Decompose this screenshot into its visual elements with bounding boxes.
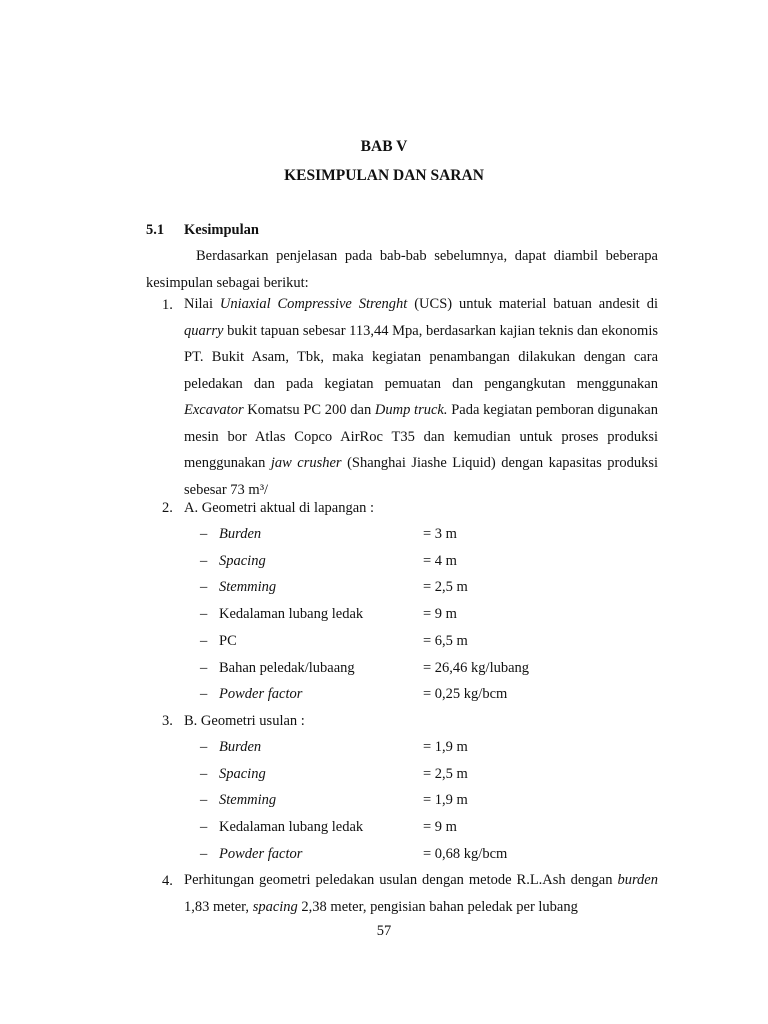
item1-text-run: (UCS) untuk material batuan andesit di [407, 296, 658, 312]
parameter-name: Burden [219, 526, 262, 542]
parameter-value: = 3 m [423, 526, 457, 542]
bullet-dash: – [200, 526, 208, 542]
intro-text: Berdasarkan penjelasan pada bab-bab sebelumnya, dapat diambil beberapa kesimpulan sebagai berikut: [146, 248, 658, 291]
chapter-number: BAB V [360, 138, 408, 155]
bullet-dash: – [200, 552, 208, 569]
parameter-name: Stemming [219, 579, 277, 596]
bullet-dash: – [200, 632, 208, 649]
intro-paragraph [146, 243, 658, 296]
parameter-value: = 0,25 kg/bcm [423, 686, 508, 703]
parameter-value: = 1,9 m [423, 792, 468, 809]
bullet-dash: – [200, 739, 208, 755]
parameter-value: = 9 m [423, 606, 457, 623]
item1-text-run: jaw crusher [270, 455, 342, 471]
parameter-value: = 1,9 m [423, 739, 468, 755]
item2-heading: A. Geometri aktual di lapangan : [184, 500, 375, 516]
item1-text-run: (Shanghai Jiashe Liquid) dengan kapasitas produksi sebesar 73 m³/ [184, 455, 659, 498]
parameter-value: = 4 m [423, 552, 457, 569]
parameter-name: Burden [219, 739, 262, 755]
bullet-dash: – [200, 845, 208, 862]
item4-text-run: 2,38 meter, pengisian bahan peledak per lubang [297, 898, 578, 915]
page-number: 57 [376, 923, 392, 939]
bullet-dash: – [200, 686, 208, 703]
item4-number: 4. [162, 873, 173, 889]
bullet-dash: – [200, 606, 208, 623]
parameter-value: = 0,68 kg/bcm [423, 845, 508, 862]
item1-text-run: Komatsu PC 200 dan [243, 402, 375, 418]
parameter-value: = 26,46 kg/lubang [423, 659, 530, 676]
bullet-dash: – [200, 819, 208, 836]
chapter-title: KESIMPULAN DAN SARAN [284, 167, 484, 184]
item1-number: 1. [162, 297, 173, 313]
bullet-dash: – [200, 659, 208, 676]
item4-text-run: burden [617, 872, 658, 888]
item1-text-run: Nilai [184, 296, 220, 312]
section-number: 5.1 [146, 222, 165, 238]
parameter-name: Kedalaman lubang ledak [219, 819, 364, 836]
bullet-dash: – [200, 792, 208, 809]
item1-text-run: Excavator [184, 402, 244, 418]
item3-heading: B. Geometri usulan : [184, 713, 305, 729]
parameter-value: = 9 m [423, 819, 457, 836]
parameter-value: = 2,5 m [423, 579, 468, 596]
parameter-name: Stemming [219, 792, 277, 809]
parameter-name: Bahan peledak/lubaang [219, 659, 355, 676]
bullet-dash: – [200, 765, 208, 782]
section-title: Kesimpulan [184, 222, 259, 238]
item1-text-run: Dump truck. [374, 402, 448, 418]
item1-text-run: Uniaxial Compressive Strenght [219, 296, 408, 312]
parameter-name: Powder factor [219, 686, 303, 703]
item4-paragraph [184, 867, 658, 920]
item1-paragraph [184, 291, 658, 503]
parameter-name: Powder factor [219, 845, 303, 862]
parameter-value: = 6,5 m [423, 632, 468, 649]
item1-text-run: bukit tapuan sebesar 113,44 Mpa, berdasarkan kajian teknis dan ekonomis PT. Bukit Asam, Tbk, maka kegiatan penambangan dilakukan dengan cara peledakan dan pada kegiatan pemuatan dan pengangkutan menggunakan [184, 322, 658, 392]
item4-text-run: spacing [252, 898, 298, 915]
parameter-name: PC [219, 632, 237, 649]
parameter-name: Spacing [219, 765, 266, 782]
item3-number: 3. [162, 713, 173, 729]
item4-text-run: 1,83 meter, [184, 898, 253, 915]
parameter-name: Spacing [219, 552, 266, 569]
parameter-name: Kedalaman lubang ledak [219, 606, 364, 623]
item1-text-run: Pada kegiatan pemboran digunakan mesin bor Atlas Copco AirRoc T35 dan kemudian untuk proses produksi menggunakan [184, 402, 658, 471]
parameter-value: = 2,5 m [423, 765, 468, 782]
item1-text-run: quarry [184, 322, 224, 339]
item4-text-run: Perhitungan geometri peledakan usulan dengan metode R.L.Ash dengan [184, 872, 618, 888]
bullet-dash: – [200, 579, 208, 596]
item2-number: 2. [162, 500, 173, 516]
